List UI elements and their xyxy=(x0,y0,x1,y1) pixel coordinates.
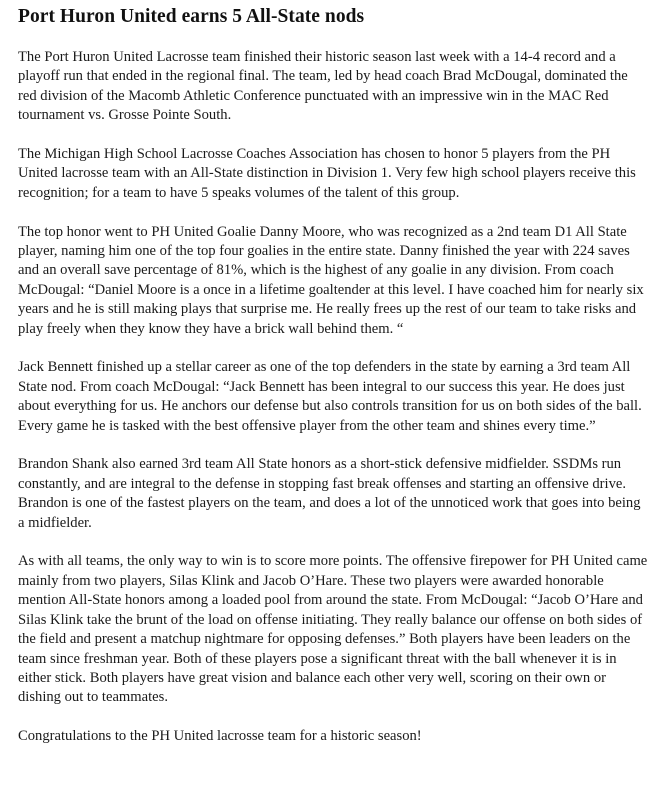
article xyxy=(18,5,648,747)
paragraph-season-summary: The Port Huron United Lacrosse team finished their historic season last week with a 14-4 record and a playoff run that ended in the regional final. The team, led by head coach Brad McDougal, dominated the red division of the Macomb Athletic Conference punctuated with an impressive win in the MAC Red tournament vs. Grosse Pointe South. xyxy=(18,49,628,124)
paragraph-danny-moore: The top honor went to PH United Goalie Danny Moore, who was recognized as a 2nd team D1 All State player, naming him one of the top four goalies in the entire state. Danny finished the year with 224 saves and an overall save percentage of 81%, which is the highest of any goalie in any division. From coach McDougal: “Daniel Moore is a once in a lifetime goaltender at this level. I have coached him for nearly six years and he is still making plays that surprise me. He really frees up the rest of our team to take risks and play freely when they know they have a brick wall behind them. “ xyxy=(18,223,644,337)
paragraph-congratulations: Congratulations to the PH United lacrosse team for a historic season! xyxy=(18,728,422,745)
paragraph-offense-klink-ohare: As with all teams, the only way to win is to score more points. The offensive firepower for PH United came mainly from two players, Silas Klink and Jacob O’Hare. These two players were awarded honorable mention All-State honors among a loaded pool from around the state. From McDougal: “Jacob O’Hare and Silas Klink take the brunt of the load on offense initiating. They really balance our offense on both sides of the field and present a matchup nightmare for opposing defenses.” Both players have been leaders on the team since freshman year. Both of these players pose a significant threat with the ball whenever it is in either stick. Both players have great vision and balance each other very well, scoring on their own or dishing out to teammates. xyxy=(18,553,648,706)
paragraph-jack-bennett: Jack Bennett finished up a stellar career as one of the top defenders in the state by earning a 3rd team All State nod. From coach McDougal: “Jack Bennett has been integral to our success this year. He does just about everything for us. He anchors our defense but also controls transition for us on both sides of the ball. Every game he is tasked with the best offensive player from the other team and shines every time.” xyxy=(18,359,642,434)
paragraph-brandon-shank: Brandon Shank also earned 3rd team All State honors as a short-stick defensive midfielder. SSDMs run constantly, and are integral to the defense in stopping fast break offenses and starting an offensive drive. Brandon is one of the fastest players on the team, and does a lot of the unnoticed work that goes into being a midfielder. xyxy=(18,456,641,531)
article-headline: Port Huron United earns 5 All-State nods xyxy=(18,6,365,27)
paragraph-all-state-announcement: The Michigan High School Lacrosse Coaches Association has chosen to honor 5 players from the PH United lacrosse team with an All-State distinction in Division 1. Very few high school players receive this recognition; for a team to have 5 speaks volumes of the talent of this group. xyxy=(18,146,636,201)
